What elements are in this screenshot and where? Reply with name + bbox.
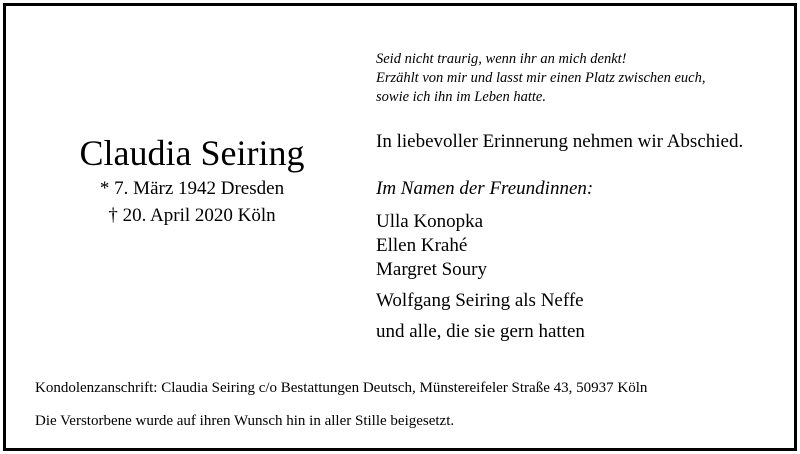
obituary-notice bbox=[3, 3, 797, 451]
condolence-address: Kondolenzanschrift: Claudia Seiring c/o Bestattungen Deutsch, Münstereifeler Straße 43, 50937 Köln bbox=[35, 380, 648, 396]
farewell-message: In liebevoller Erinnerung nehmen wir Abschied. bbox=[376, 131, 744, 152]
friend-name: Ulla Konopka bbox=[376, 211, 484, 232]
friend-name: Ellen Krahé bbox=[376, 235, 468, 256]
birth-date: * 7. März 1942 Dresden bbox=[99, 178, 285, 199]
burial-note: Die Verstorbene wurde auf ihren Wunsch hin in aller Stille beigesetzt. bbox=[35, 413, 455, 429]
others-signature: und alle, die sie gern hatten bbox=[376, 321, 585, 342]
poem-line-2: Erzählt von mir und lasst mir einen Platz zwischen euch, bbox=[376, 70, 706, 86]
deceased-name: Claudia Seiring bbox=[79, 133, 305, 173]
poem-line-3: sowie ich ihn im Leben hatte. bbox=[376, 89, 546, 105]
friend-name: Margret Soury bbox=[376, 259, 487, 280]
relative-signature: Wolfgang Seiring als Neffe bbox=[376, 290, 584, 311]
group-heading: Im Namen der Freundinnen: bbox=[376, 178, 594, 199]
death-date: † 20. April 2020 Köln bbox=[108, 205, 276, 226]
poem-line-1: Seid nicht traurig, wenn ihr an mich denkt! bbox=[376, 51, 627, 67]
